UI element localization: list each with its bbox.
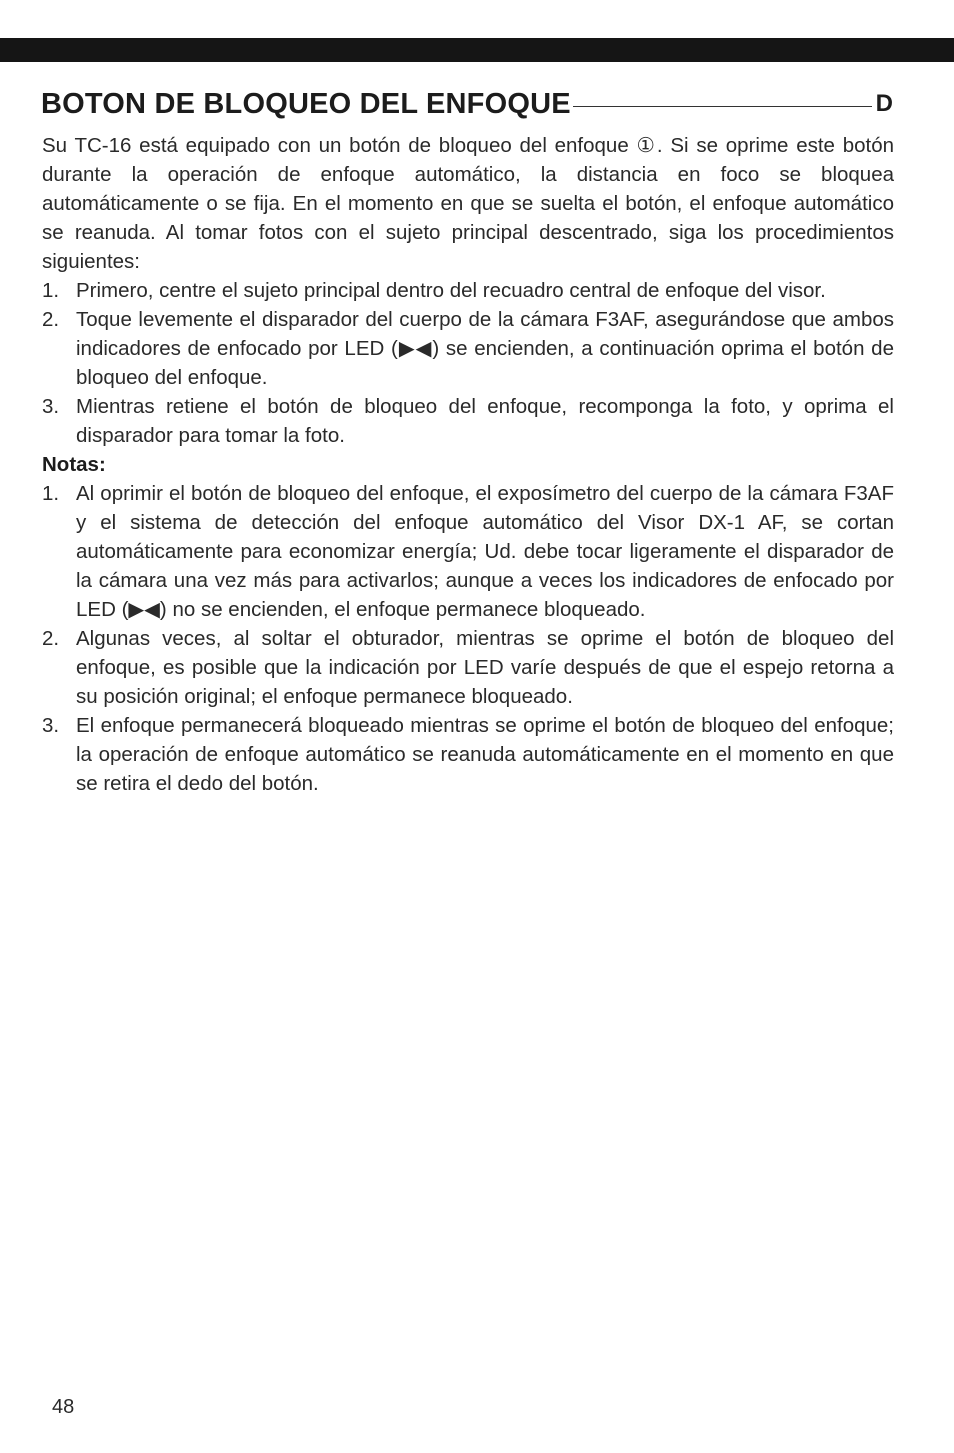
item-number: 3. — [42, 714, 60, 737]
section-letter: D — [875, 90, 893, 117]
list-item — [42, 392, 894, 450]
item-text: Primero, centre el sujeto principal dentro del recuadro central de enfoque del visor. — [76, 279, 826, 302]
notes-list — [42, 479, 894, 798]
list-item — [42, 276, 894, 305]
page-content — [42, 131, 894, 798]
item-number: 1. — [42, 482, 60, 505]
list-item — [42, 711, 894, 798]
list-item — [42, 479, 894, 624]
item-text: Algunas veces, al soltar el obturador, mientras se oprime el botón de bloqueo del enfoque, es posible que la indicación por LED varíe después de que el espejo retorna a su posición original; el enfoque permanece bloqueado. — [76, 627, 894, 708]
list-item — [42, 305, 894, 392]
page-number: 48 — [52, 1396, 75, 1418]
notes-heading: Notas: — [42, 453, 106, 476]
header-bar — [0, 38, 954, 62]
item-number: 2. — [42, 308, 60, 331]
item-number: 2. — [42, 627, 60, 650]
item-text: Al oprimir el botón de bloqueo del enfoque, el exposímetro del cuerpo de la cámara F3AF y el sistema de detección del enfoque automático del Visor DX-1 AF, se cortan automáticamente para economizar energía; Ud. debe tocar ligeramente el disparador de la cámara una vez más para activarlos; aunque a veces los indicadores de enfocado por LED (▶◀) no se encienden, el enfoque permanece bloqueado. — [76, 482, 894, 621]
list-item — [42, 624, 894, 711]
heading-rule — [573, 106, 872, 107]
page-title: BOTON DE BLOQUEO DEL ENFOQUE — [41, 87, 571, 120]
steps-list — [42, 276, 894, 450]
item-number: 3. — [42, 395, 60, 418]
intro-paragraph: Su TC-16 está equipado con un botón de bloqueo del enfoque ①. Si se oprime este botón durante la operación de enfoque automático, la distancia en foco se bloquea automáticamente o se fija. En el momento en que se suelta el botón, el enfoque automático se reanuda. Al tomar fotos con el sujeto principal descentrado, siga los procedimientos siguientes: — [42, 134, 894, 273]
item-number: 1. — [42, 279, 60, 302]
section-heading — [41, 84, 893, 124]
item-text: Toque levemente el disparador del cuerpo de la cámara F3AF, asegurándose que ambos indicadores de enfocado por LED (▶◀) se encienden, a continuación oprima el botón de bloqueo del enfoque. — [76, 308, 894, 389]
item-text: Mientras retiene el botón de bloqueo del enfoque, recomponga la foto, y oprima el disparador para tomar la foto. — [76, 395, 894, 447]
item-text: El enfoque permanecerá bloqueado mientras se oprime el botón de bloqueo del enfoque; la operación de enfoque automático se reanuda automáticamente en el momento en que se retira el dedo del botón. — [76, 714, 894, 795]
